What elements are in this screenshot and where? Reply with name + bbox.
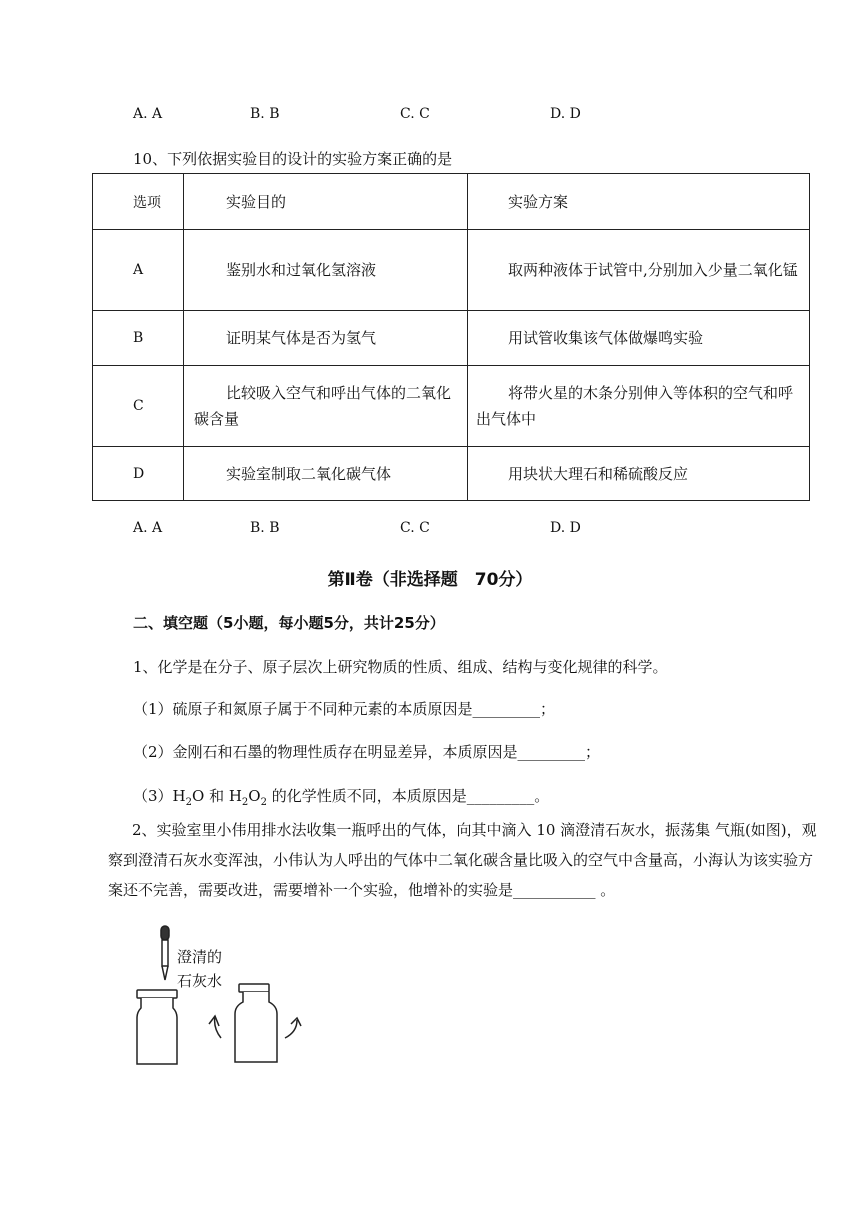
header-purpose: 实验目的 [184,174,468,230]
figure-label-line1: 澄清的 [177,948,223,966]
option-a: A. A [133,520,163,536]
table-header-row [93,174,810,230]
table-row [93,447,810,501]
part-heading: 二、填空题（5小题，每小题5分，共计25分） [133,614,445,632]
sub3-text-1: （3）H [133,787,186,805]
fill-question-1-stem: 1、化学是在分子、原子层次上研究物质的性质、组成、结构与变化规律的科学。 [133,658,668,676]
option-a: A. A [133,106,163,122]
option-d: D. D [550,106,581,122]
sub3-text-4: 的化学性质不同，本质原因是_________。 [266,787,550,805]
row-option: C [93,366,184,447]
fill-question-2-stem: 2、实验室里小伟用排水法收集一瓶呼出的气体，向其中滴入 10 滴澄清石灰水，振荡集 气瓶(如图)，观察到澄清石灰水变浑浊，小伟认为人呼出的气体中二氧化碳含量比吸入的空气中含量高，小海认为该实验方案还不完善，需要改进，需要增补一个实验，他增补的实验是___________ 。 [108,821,817,899]
row-purpose: 鉴别水和过氧化氢溶液 [184,230,468,311]
header-plan: 实验方案 [468,174,810,230]
question-10-stem: 10、下列依据实验目的设计的实验方案正确的是 [133,150,453,168]
header-option: 选项 [93,174,184,230]
option-c: C. C [400,520,430,536]
dropper-icon [161,926,169,980]
table-row [93,230,810,311]
row-option: B [93,311,184,366]
row-plan: 用块状大理石和稀硫酸反应 [468,447,810,501]
shaking-bottle-icon [209,984,301,1062]
row-purpose: 证明某气体是否为氢气 [184,311,468,366]
table-row [93,311,810,366]
experiment-table [92,173,810,501]
subscript-2: 2 [241,797,249,808]
row-option: D [93,447,184,501]
fill-question-1-sub2: （2）金刚石和石墨的物理性质存在明显差异，本质原因是_________； [133,743,601,761]
option-b: B. B [250,106,280,122]
table-row [93,366,810,447]
row-plan: 用试管收集该气体做爆鸣实验 [468,311,810,366]
subscript-2: 2 [260,797,267,808]
gas-bottle-icon [137,990,177,1064]
figure-label-line2: 石灰水 [177,972,223,990]
figure-drawing [125,920,325,1070]
row-plan: 将带火星的木条分别伸入等体积的空气和呼出气体中 [468,366,810,447]
section-title: 第Ⅱ卷（非选择题 70分） [327,570,533,590]
experiment-figure [125,920,325,1070]
fill-question-1-sub3 [133,785,549,808]
subscript-2: 2 [185,797,192,808]
option-c: C. C [400,106,430,122]
row-plan: 取两种液体于试管中,分别加入少量二氧化锰 [468,230,810,311]
sub3-text-3: O [248,787,261,805]
option-b: B. B [250,520,280,536]
row-option: A [93,230,184,311]
row-purpose: 实验室制取二氧化碳气体 [184,447,468,501]
row-purpose: 比较吸入空气和呼出气体的二氧化碳含量 [184,366,468,447]
fill-question-1-sub1: （1）硫原子和氮原子属于不同种元素的本质原因是_________； [133,700,556,718]
sub3-text-2: O 和 H [192,787,242,805]
option-d: D. D [550,520,581,536]
